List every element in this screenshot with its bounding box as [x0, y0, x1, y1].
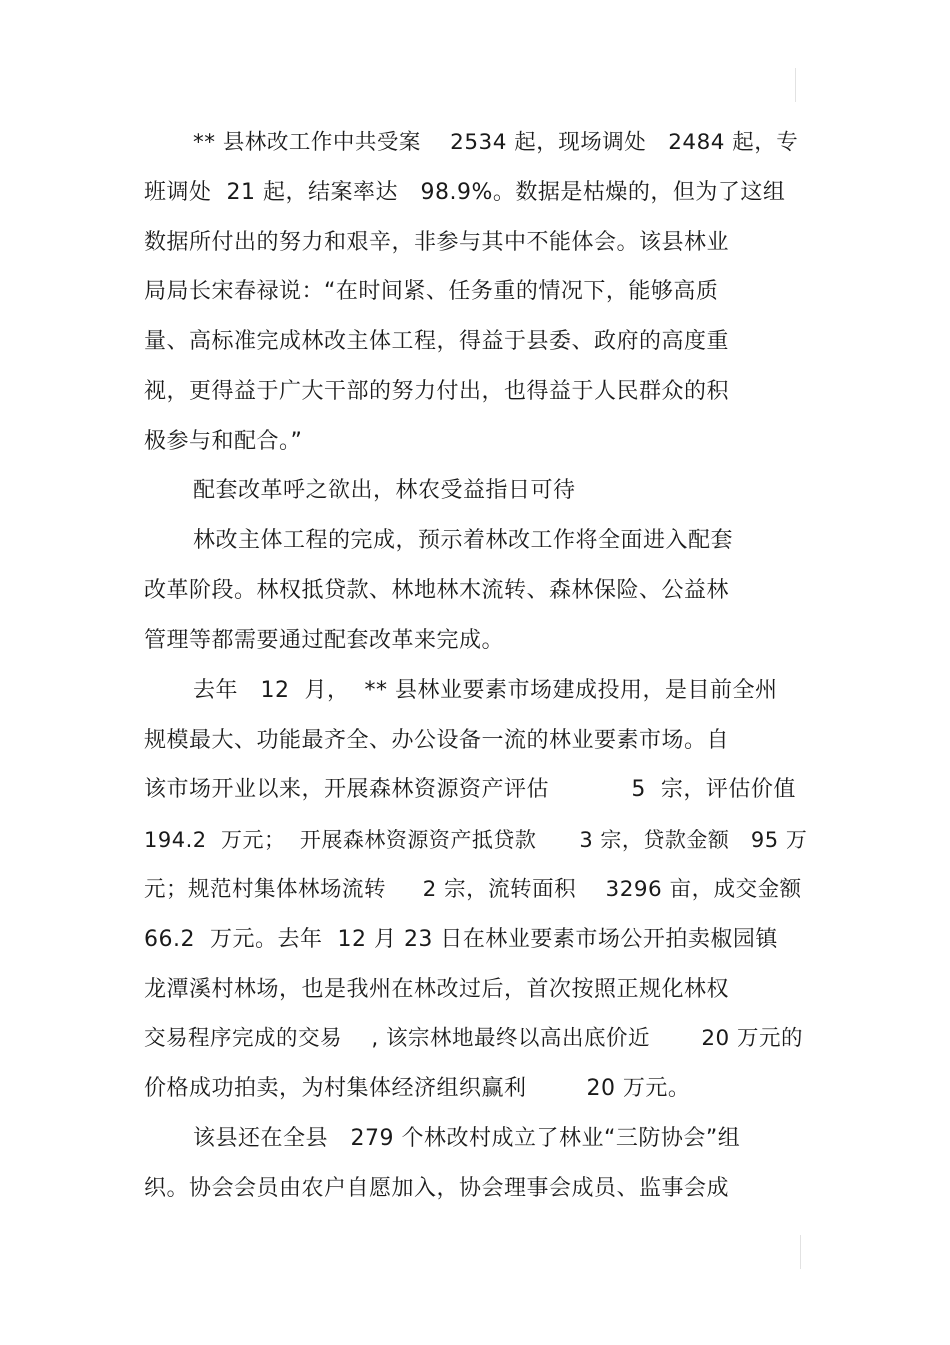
paragraph-line: 改革阶段。林权抵贷款、林地林木流转、森林保险、公益林 — [144, 578, 730, 603]
page-edge-mark-top — [795, 68, 796, 102]
paragraph-line: 该市场开业以来，开展森林资源资产评估 5 宗，评估价值 — [144, 777, 796, 802]
paragraph-line: ** 县林改工作中共受案 2534 起，现场调处 2484 起，专 — [193, 130, 799, 155]
paragraph-line: 局局长宋春禄说：“在时间紧、任务重的情况下，能够高质 — [144, 279, 719, 304]
page-edge-mark-bottom — [800, 1235, 801, 1269]
paragraph-line: 视，更得益于广大干部的努力付出，也得益于人民群众的积 — [144, 379, 730, 404]
paragraph-line: 林改主体工程的完成，预示着林改工作将全面进入配套 — [193, 528, 734, 553]
section-heading: 配套改革呼之欲出，林农受益指日可待 — [193, 478, 576, 503]
paragraph-line: 管理等都需要通过配套改革来完成。 — [144, 628, 505, 653]
paragraph-line: 极参与和配合。” — [144, 429, 303, 454]
paragraph-line: 龙潭溪村林场，也是我州在林改过后，首次按照正规化林权 — [144, 977, 730, 1002]
paragraph-line: 去年 12 月， ** 县林业要素市场建成投用，是目前全州 — [193, 678, 778, 703]
paragraph-line: 量、高标准完成林改主体工程，得益于县委、政府的高度重 — [144, 329, 730, 354]
paragraph-line: 班调处 21 起，结案率达 98.9%。数据是枯燥的，但为了这组 — [144, 180, 786, 205]
paragraph-line: 数据所付出的努力和艰辛，非参与其中不能体会。该县林业 — [144, 230, 730, 255]
paragraph-line: 交易程序完成的交易 , 该宗林地最终以高出底价近 20 万元的 — [144, 1026, 804, 1051]
paragraph-line: 价格成功拍卖，为村集体经济组织赢利 20 万元。 — [144, 1076, 691, 1101]
paragraph-line: 该县还在全县 279 个林改村成立了林业“三防协会”组 — [193, 1126, 741, 1151]
paragraph-line: 元；规范村集体林场流转 2 宗，流转面积 3296 亩，成交金额 — [144, 877, 802, 902]
paragraph-line: 规模最大、功能最齐全、办公设备一流的林业要素市场。自 — [144, 728, 730, 753]
paragraph-line: 194.2 万元； 开展森林资源资产抵贷款 3 宗，贷款金额 95 万 — [144, 828, 808, 852]
paragraph-line: 66.2 万元。去年 12 月 23 日在林业要素市场公开拍卖椒园镇 — [144, 927, 778, 952]
paragraph-line: 织。协会会员由农户自愿加入，协会理事会成员、监事会成 — [144, 1176, 730, 1201]
